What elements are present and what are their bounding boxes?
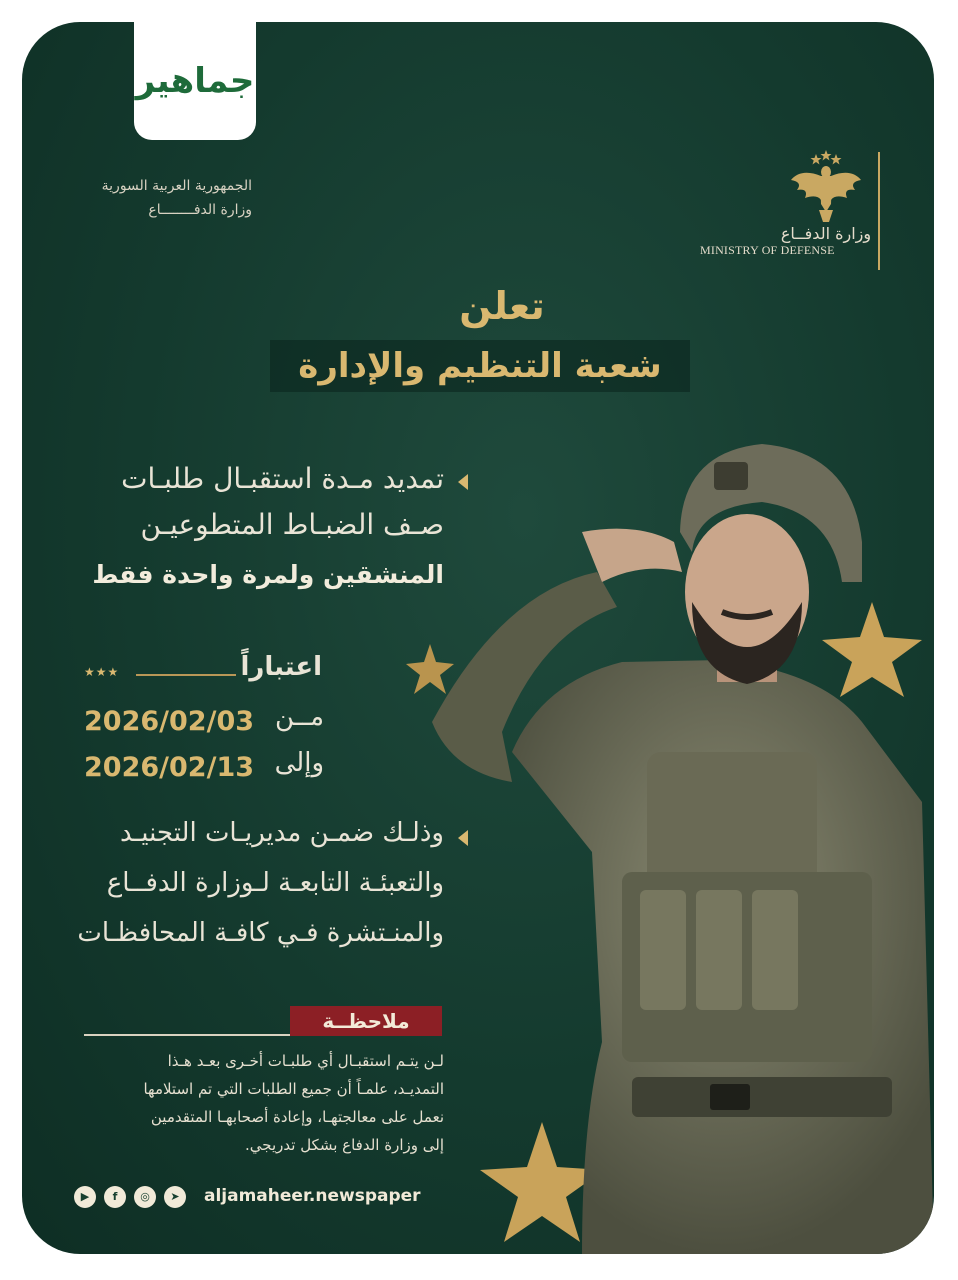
ministry-emblem	[700, 150, 882, 258]
telegram-icon[interactable]: ➤	[164, 1186, 186, 1208]
from-date: 2026/02/03	[84, 706, 255, 737]
facebook-icon[interactable]: f	[104, 1186, 126, 1208]
to-label: وإلى	[274, 748, 324, 778]
divider	[136, 674, 236, 676]
note-line-4: إلى وزارة الدفاع بشكل تدريجي.	[245, 1136, 444, 1154]
details-line-3: والمنـتشرة فـي كافـة المحافظـات	[77, 918, 444, 948]
announcement-line-2: صـف الضبـاط المتطوعيـن	[140, 508, 444, 541]
effective-label: اعتباراً	[240, 652, 322, 682]
instagram-icon[interactable]: ◎	[134, 1186, 156, 1208]
details-line-1: وذلـك ضمـن مديريـات التجنيـد	[119, 818, 444, 848]
social-handle[interactable]: aljamaheer.newspaper	[204, 1186, 421, 1206]
note-line-1: لـن يتـم استقبـال أي طلبـات أخـرى بعـد هـذا	[167, 1052, 444, 1070]
header-text	[72, 174, 252, 222]
eagle-icon	[791, 150, 861, 222]
logo-wordmark	[135, 61, 255, 101]
saluting-soldier-image	[392, 422, 934, 1254]
from-label: مــن	[275, 702, 324, 732]
logo-text: جماهير	[135, 61, 255, 101]
details-line-2: والتعبئـة التابعـة لـوزارة الدفــاع	[106, 868, 444, 898]
to-date: 2026/02/13	[84, 752, 255, 783]
announcement-line-1: تمديد مـدة استقبـال طلبـات	[121, 462, 444, 495]
announcement-line-3: المنشقين ولمرة واحدة فقط	[92, 560, 444, 589]
ministry-name: وزارة الدفــــــــاع	[148, 202, 252, 218]
announce-title: تعلن	[459, 284, 545, 328]
bullet-arrow-icon	[458, 830, 468, 846]
three-stars-icon: ★★★	[84, 665, 120, 679]
gold-star-icon	[406, 644, 454, 694]
poster-card	[22, 22, 934, 1254]
ministry-english: MINISTRY OF DEFENSE	[700, 243, 835, 257]
gold-star-icon	[822, 602, 922, 697]
note-line-2: التمديـد، علمـاً أن جميع الطلبات التي تم استلامها	[143, 1080, 444, 1098]
department-title: شعبة التنظيم والإدارة	[270, 340, 690, 392]
youtube-icon[interactable]: ▶	[74, 1186, 96, 1208]
newspaper-logo	[134, 22, 256, 140]
emblem-divider	[878, 152, 880, 270]
note-title: ملاحظــة	[290, 1006, 442, 1036]
ministry-arabic: وزارة الدفــاع	[780, 224, 872, 243]
bullet-arrow-icon	[458, 474, 468, 490]
country-name: الجمهورية العربية السورية	[101, 178, 252, 194]
note-divider	[84, 1034, 290, 1036]
note-line-3: نعمل على معالجتهـا، وإعادة أصحابهـا المتقدمين	[150, 1108, 444, 1126]
